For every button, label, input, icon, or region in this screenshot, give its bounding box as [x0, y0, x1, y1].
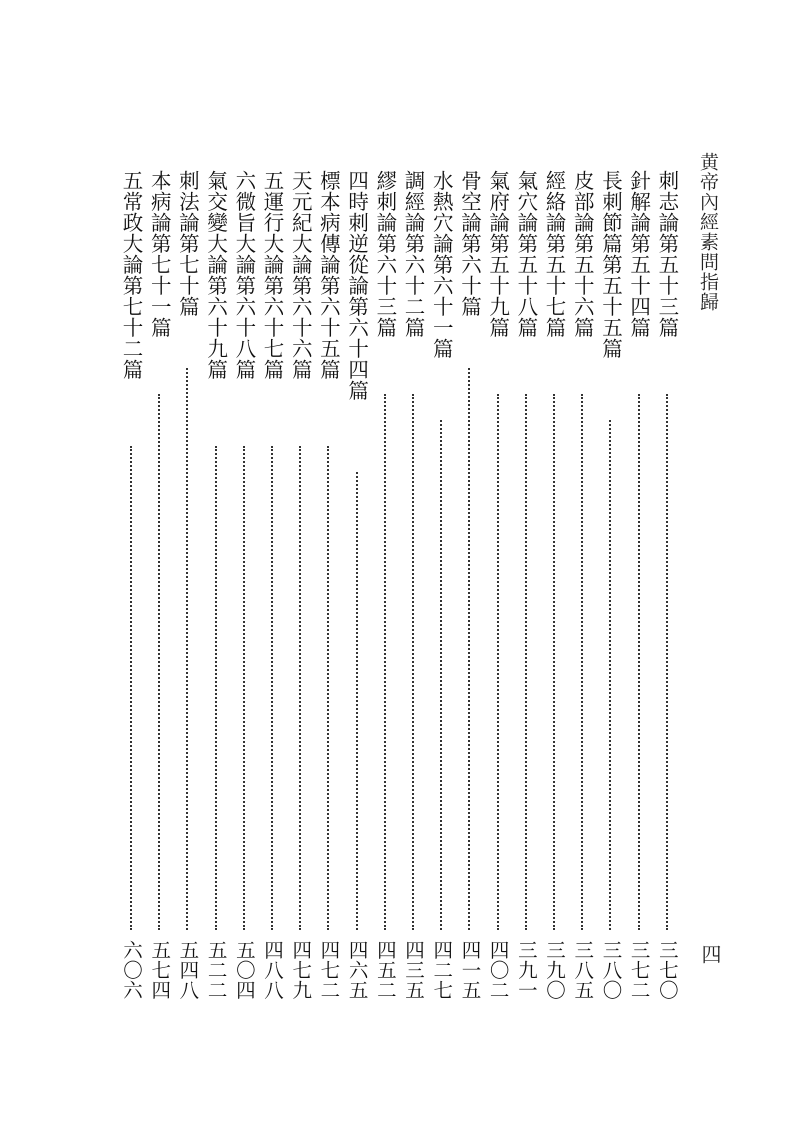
toc-dot-leader — [666, 394, 668, 930]
toc-entry-page: 五四八 — [176, 940, 200, 1000]
toc-entry — [174, 170, 200, 1000]
running-title: 黄帝內經素問指歸 — [697, 152, 719, 312]
toc-entry-title: 六微旨大論第六十八篇 — [231, 170, 256, 380]
toc-entry-page: 五〇四 — [232, 940, 256, 1000]
toc-entry-title: 骨空論第六十篇 — [457, 170, 482, 317]
toc-entry-page: 四六五 — [345, 940, 369, 1000]
toc-entry-title: 長刺節篇第五十五篇 — [598, 170, 623, 359]
toc-entry-title: 氣交變大論第六十九篇 — [203, 170, 228, 380]
toc-entry-title: 水熱穴論第六十一篇 — [429, 170, 454, 359]
toc-entry-title: 本病論第七十一篇 — [147, 170, 172, 338]
toc-entry-page: 四五二 — [373, 940, 397, 1000]
toc-entry — [485, 170, 511, 1000]
toc-entry — [287, 170, 313, 1000]
toc-dot-leader — [412, 394, 414, 930]
toc-entry — [372, 170, 398, 1000]
toc-entry-page: 三九一 — [514, 940, 538, 1000]
toc-dot-leader — [384, 394, 386, 930]
toc-entry — [654, 170, 680, 1000]
toc-entry-page: 三七二 — [627, 940, 651, 1000]
toc-entry — [259, 170, 285, 1000]
toc-entry — [541, 170, 567, 1000]
toc-entry-title: 皮部論第五十六篇 — [570, 170, 595, 338]
toc-dot-leader — [130, 446, 132, 930]
toc-dot-leader — [327, 446, 329, 930]
toc-entry-title: 調經論第六十二篇 — [401, 170, 426, 338]
toc-entry-page: 三七〇 — [655, 940, 679, 1000]
toc-entry-page: 四三五 — [402, 940, 426, 1000]
toc-entry-page: 四八八 — [261, 940, 285, 1000]
toc-dot-leader — [243, 446, 245, 930]
toc-entry — [203, 170, 229, 1000]
toc-entry — [344, 170, 370, 1000]
toc-entry-title: 五運行大論第六十七篇 — [260, 170, 285, 380]
toc-dot-leader — [525, 394, 527, 930]
toc-entry — [597, 170, 623, 1000]
toc-entry — [569, 170, 595, 1000]
toc-dot-leader — [497, 394, 499, 930]
toc-entry-page: 六〇六 — [120, 940, 143, 1000]
toc-dot-leader — [581, 394, 583, 930]
toc-dot-leader — [468, 368, 470, 930]
toc-entry-title: 刺志論第五十三篇 — [654, 170, 679, 338]
toc-entry — [231, 170, 257, 1000]
toc-entry-page: 四一五 — [458, 940, 482, 1000]
toc-entry-title: 刺法論第七十篇 — [175, 170, 200, 317]
toc-entry — [315, 170, 341, 1000]
toc-entry-page: 四七二 — [317, 940, 341, 1000]
toc-dot-leader — [638, 394, 640, 930]
toc-dot-leader — [553, 394, 555, 930]
toc-entry — [513, 170, 539, 1000]
toc-dot-leader — [158, 394, 160, 930]
page-number: 四 — [698, 944, 722, 964]
table-of-contents — [118, 170, 680, 1000]
toc-dot-leader — [271, 446, 273, 930]
toc-entry-title: 氣穴論第五十八篇 — [513, 170, 538, 338]
toc-entry-page: 五二二 — [204, 940, 228, 1000]
toc-entry — [400, 170, 426, 1000]
toc-entry — [428, 170, 454, 1000]
toc-entry-page: 四七九 — [289, 940, 313, 1000]
toc-entry-page: 四二七 — [430, 940, 454, 1000]
toc-dot-leader — [215, 446, 217, 930]
toc-dot-leader — [186, 368, 188, 930]
toc-entry-page: 四〇二 — [486, 940, 510, 1000]
toc-entry-title: 四時刺逆從論第六十四篇 — [344, 170, 369, 401]
toc-entry-title: 標本病傳論第六十五篇 — [316, 170, 341, 380]
toc-dot-leader — [356, 472, 358, 930]
toc-entry-page: 五七四 — [148, 940, 172, 1000]
toc-dot-leader — [299, 446, 301, 930]
toc-dot-leader — [609, 420, 611, 930]
toc-entry — [456, 170, 482, 1000]
toc-entry — [146, 170, 172, 1000]
toc-entry-page: 三八〇 — [599, 940, 623, 1000]
toc-entry-title: 五常政大論第七十二篇 — [119, 170, 143, 380]
toc-entry-title: 針解論第五十四篇 — [626, 170, 651, 338]
toc-entry — [626, 170, 652, 1000]
toc-dot-leader — [440, 420, 442, 930]
toc-entry-title: 繆刺論第六十三篇 — [372, 170, 397, 338]
toc-entry-title: 天元紀大論第六十六篇 — [288, 170, 313, 380]
toc-entry-title: 氣府論第五十九篇 — [485, 170, 510, 338]
toc-entry — [118, 170, 144, 1000]
toc-entry-title: 經絡論第五十七篇 — [542, 170, 567, 338]
toc-entry-page: 三八五 — [571, 940, 595, 1000]
toc-entry-page: 三九〇 — [543, 940, 567, 1000]
